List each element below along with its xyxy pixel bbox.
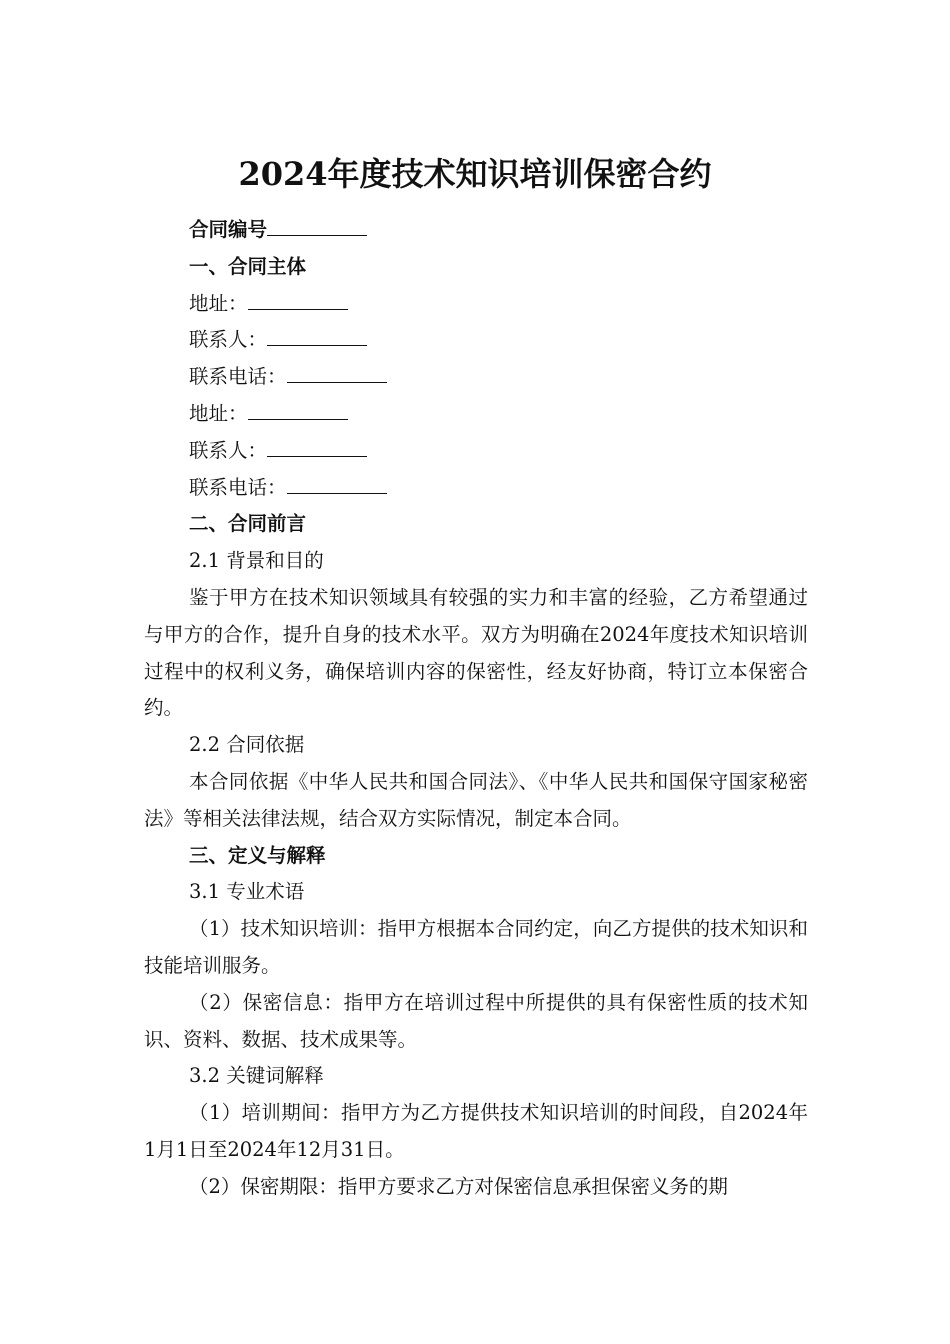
party-b-contact-line — [144, 433, 808, 470]
document-title: 2024年度技术知识培训保密合约 — [238, 155, 712, 193]
field-blank — [287, 475, 387, 494]
section2-2-title: 2.2 合同依据 — [189, 733, 305, 757]
field-blank — [267, 438, 367, 457]
party-a-phone-line — [144, 359, 808, 396]
field-label: 联系电话： — [189, 475, 287, 499]
section3-1-title: 3.1 专业术语 — [189, 880, 305, 904]
field-label: 联系电话： — [189, 365, 287, 389]
field-label: 联系人： — [189, 328, 268, 352]
contract-number-blank — [267, 217, 367, 236]
contract-number-line — [144, 212, 808, 249]
field-label: 地址： — [189, 291, 248, 315]
field-label: 地址： — [189, 401, 248, 425]
field-blank — [287, 364, 387, 383]
party-b-address-line — [144, 396, 808, 433]
section3-1-item2: （2）保密信息：指甲方在培训过程中所提供的具有保密性质的技术知识、资料、数据、技术成果等。 — [144, 990, 808, 1051]
section1-heading: 一、合同主体 — [189, 254, 307, 278]
section3-heading: 三、定义与解释 — [189, 843, 326, 867]
section3-2-item2: （2）保密期限：指甲方要求乙方对保密信息承担保密义务的期 — [189, 1174, 728, 1198]
contract-number-label: 合同编号 — [189, 218, 268, 241]
field-blank — [248, 401, 348, 420]
section2-1-paragraph: 鉴于甲方在技术知识领域具有较强的实力和丰富的经验，乙方希望通过与甲方的合作，提升自身的技术水平。双方为明确在2024年度技术知识培训过程中的权利义务，确保培训内容的保密性，经友好协商，特订立本保密合约。 — [144, 585, 808, 720]
section2-2-paragraph: 本合同依据《中华人民共和国合同法》、《中华人民共和国保守国家秘密法》等相关法律法规，结合双方实际情况，制定本合同。 — [144, 769, 808, 830]
document-body — [144, 212, 808, 1206]
field-label: 联系人： — [189, 438, 268, 462]
section2-heading: 二、合同前言 — [189, 512, 307, 536]
party-a-contact-line — [144, 322, 808, 359]
section3-1-item1: （1）技术知识培训：指甲方根据本合同约定，向乙方提供的技术知识和技能培训服务。 — [144, 917, 808, 977]
field-blank — [267, 327, 367, 346]
field-blank — [248, 291, 348, 310]
section3-2-title: 3.2 关键词解释 — [189, 1064, 324, 1088]
party-b-phone-line — [144, 470, 808, 507]
section2-1-title: 2.1 背景和目的 — [189, 549, 324, 573]
party-a-address-line — [144, 286, 808, 323]
section3-2-item1: （1）培训期间：指甲方为乙方提供技术知识培训的时间段，自2024年1月1日至2024年12月31日。 — [144, 1101, 808, 1161]
